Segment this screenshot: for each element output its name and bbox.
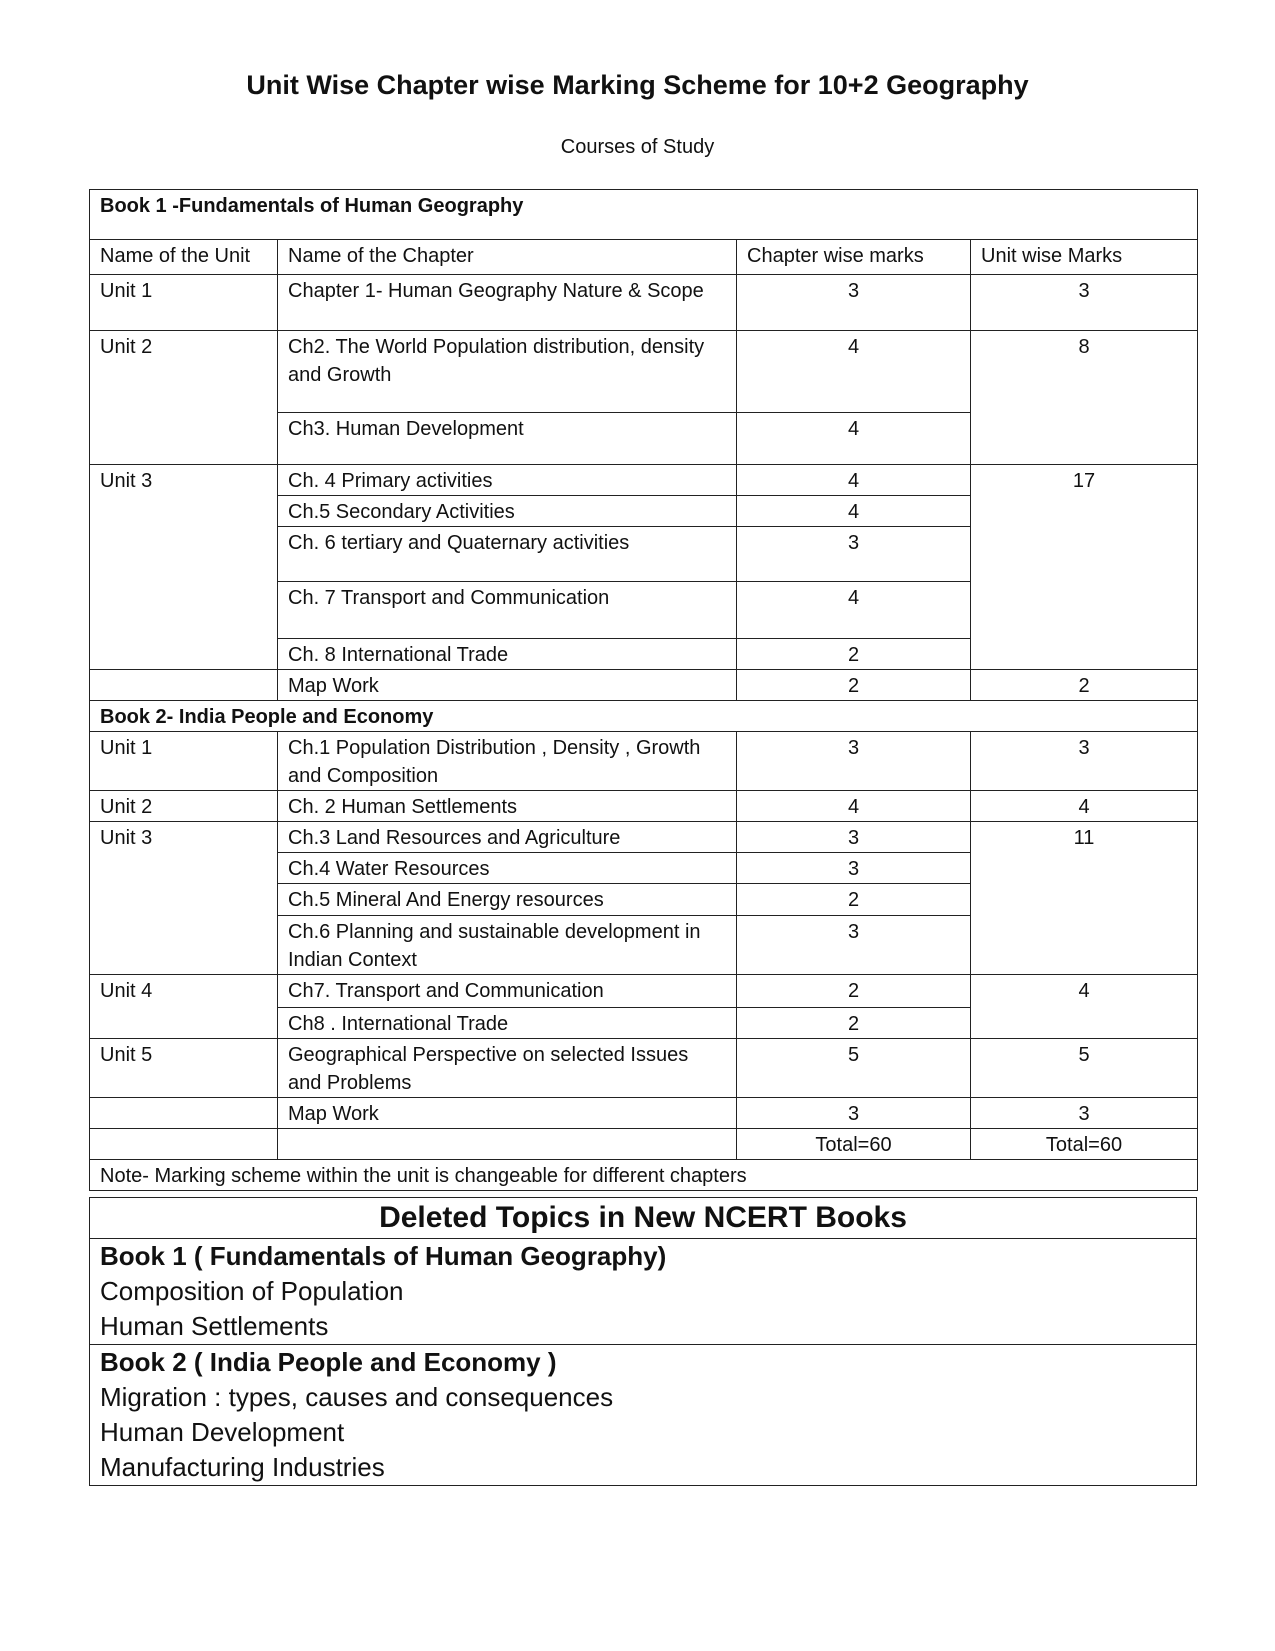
chapter-name: Ch.4 Water Resources bbox=[278, 853, 737, 884]
unit-marks-total: Total=60 bbox=[971, 1129, 1198, 1160]
chapter-marks: 4 bbox=[737, 331, 971, 413]
unit-marks: 2 bbox=[971, 670, 1198, 701]
chapter-marks: 3 bbox=[737, 527, 971, 582]
chapter-marks: 2 bbox=[737, 1008, 971, 1039]
totals-row bbox=[90, 1129, 1198, 1160]
chapter-name: Ch3. Human Development bbox=[278, 413, 737, 465]
deleted-topics-table bbox=[89, 1197, 1197, 1486]
chapter-marks: 2 bbox=[737, 670, 971, 701]
chapter-marks: 2 bbox=[737, 884, 971, 916]
book1-heading-row bbox=[90, 190, 1198, 240]
chapter-name: Ch2. The World Population distribution, density and Growth bbox=[278, 331, 737, 413]
chapter-marks: 3 bbox=[737, 853, 971, 884]
table-row bbox=[90, 1039, 1198, 1098]
chapter-name: Geographical Perspective on selected Issues and Problems bbox=[278, 1039, 737, 1098]
book2-heading-row bbox=[90, 701, 1198, 732]
chapter-name: Ch8 . International Trade bbox=[278, 1008, 737, 1039]
chapter-name: Ch. 2 Human Settlements bbox=[278, 791, 737, 822]
unit-marks: 3 bbox=[971, 732, 1198, 791]
chapter-name: Ch.5 Mineral And Energy resources bbox=[278, 884, 737, 916]
column-header-unit-marks: Unit wise Marks bbox=[971, 240, 1198, 275]
chapter-name: Ch.6 Planning and sustainable development in Indian Context bbox=[278, 916, 737, 975]
chapter-marks: 3 bbox=[737, 822, 971, 853]
list-item: Human Settlements bbox=[100, 1311, 329, 1341]
table-row bbox=[90, 465, 1198, 496]
chapter-name: Map Work bbox=[278, 1098, 737, 1129]
table-row bbox=[90, 791, 1198, 822]
unit-name: Unit 1 bbox=[90, 732, 278, 791]
table-row bbox=[90, 732, 1198, 791]
table-row bbox=[90, 275, 1198, 331]
chapter-name: Ch7. Transport and Communication bbox=[278, 975, 737, 1008]
empty-cell bbox=[278, 1129, 737, 1160]
chapter-name: Ch.3 Land Resources and Agriculture bbox=[278, 822, 737, 853]
table-row bbox=[90, 670, 1198, 701]
page-title: Unit Wise Chapter wise Marking Scheme for 10+2 Geography bbox=[246, 70, 1029, 100]
list-item: Composition of Population bbox=[100, 1276, 404, 1306]
deleted-book1-cell bbox=[90, 1239, 1197, 1345]
list-item: Migration : types, causes and consequences bbox=[100, 1382, 614, 1412]
chapter-marks-total: Total=60 bbox=[737, 1129, 971, 1160]
unit-name: Unit 2 bbox=[90, 331, 278, 465]
unit-name: Unit 2 bbox=[90, 791, 278, 822]
deleted-book1-row bbox=[90, 1239, 1197, 1345]
table-row bbox=[90, 1098, 1198, 1129]
chapter-marks: 4 bbox=[737, 465, 971, 496]
unit-marks: 4 bbox=[971, 791, 1198, 822]
book2-heading: Book 2- India People and Economy bbox=[90, 701, 1198, 732]
deleted-title-row bbox=[90, 1198, 1197, 1239]
chapter-name: Ch. 7 Transport and Communication bbox=[278, 582, 737, 639]
column-header-chapter: Name of the Chapter bbox=[278, 240, 737, 275]
unit-marks: 5 bbox=[971, 1039, 1198, 1098]
chapter-name: Chapter 1- Human Geography Nature & Scope bbox=[278, 275, 737, 331]
unit-name bbox=[90, 670, 278, 701]
marking-scheme-table bbox=[89, 189, 1198, 1191]
chapter-name: Ch. 8 International Trade bbox=[278, 639, 737, 670]
deleted-book2-cell bbox=[90, 1345, 1197, 1486]
empty-cell bbox=[90, 1129, 278, 1160]
chapter-marks: 3 bbox=[737, 916, 971, 975]
unit-marks: 3 bbox=[971, 275, 1198, 331]
unit-name: Unit 3 bbox=[90, 465, 278, 670]
unit-name: Unit 4 bbox=[90, 975, 278, 1039]
deleted-topics-title: Deleted Topics in New NCERT Books bbox=[90, 1198, 1197, 1239]
chapter-marks: 2 bbox=[737, 975, 971, 1008]
chapter-name: Ch. 6 tertiary and Quaternary activities bbox=[278, 527, 737, 582]
deleted-book2-heading: Book 2 ( India People and Economy ) bbox=[100, 1347, 557, 1377]
list-item: Human Development bbox=[100, 1417, 345, 1447]
chapter-name: Ch.1 Population Distribution , Density , Growth and Composition bbox=[278, 732, 737, 791]
chapter-name: Ch.5 Secondary Activities bbox=[278, 496, 737, 527]
chapter-marks: 4 bbox=[737, 413, 971, 465]
note-row bbox=[90, 1160, 1198, 1191]
chapter-marks: 3 bbox=[737, 275, 971, 331]
chapter-marks: 4 bbox=[737, 791, 971, 822]
unit-marks: 17 bbox=[971, 465, 1198, 670]
deleted-book2-row bbox=[90, 1345, 1197, 1486]
book1-heading: Book 1 -Fundamentals of Human Geography bbox=[90, 190, 1198, 240]
chapter-name: Ch. 4 Primary activities bbox=[278, 465, 737, 496]
chapter-marks: 4 bbox=[737, 496, 971, 527]
chapter-marks: 2 bbox=[737, 639, 971, 670]
note-text: Note- Marking scheme within the unit is changeable for different chapters bbox=[90, 1160, 1198, 1191]
unit-marks: 8 bbox=[971, 331, 1198, 465]
unit-name: Unit 3 bbox=[90, 822, 278, 975]
chapter-marks: 3 bbox=[737, 1098, 971, 1129]
table-row bbox=[90, 975, 1198, 1008]
chapter-name: Map Work bbox=[278, 670, 737, 701]
unit-name: Unit 1 bbox=[90, 275, 278, 331]
chapter-marks: 5 bbox=[737, 1039, 971, 1098]
table-row bbox=[90, 331, 1198, 413]
list-item: Manufacturing Industries bbox=[100, 1452, 385, 1482]
unit-name: Unit 5 bbox=[90, 1039, 278, 1098]
unit-name bbox=[90, 1098, 278, 1129]
chapter-marks: 3 bbox=[737, 732, 971, 791]
unit-marks: 3 bbox=[971, 1098, 1198, 1129]
deleted-book1-heading: Book 1 ( Fundamentals of Human Geography) bbox=[100, 1241, 667, 1271]
table-row bbox=[90, 822, 1198, 853]
unit-marks: 4 bbox=[971, 975, 1198, 1039]
page-subtitle: Courses of Study bbox=[560, 136, 715, 158]
table-header-row bbox=[90, 240, 1198, 275]
unit-marks: 11 bbox=[971, 822, 1198, 975]
chapter-marks: 4 bbox=[737, 582, 971, 639]
column-header-chapter-marks: Chapter wise marks bbox=[737, 240, 971, 275]
column-header-unit: Name of the Unit bbox=[90, 240, 278, 275]
